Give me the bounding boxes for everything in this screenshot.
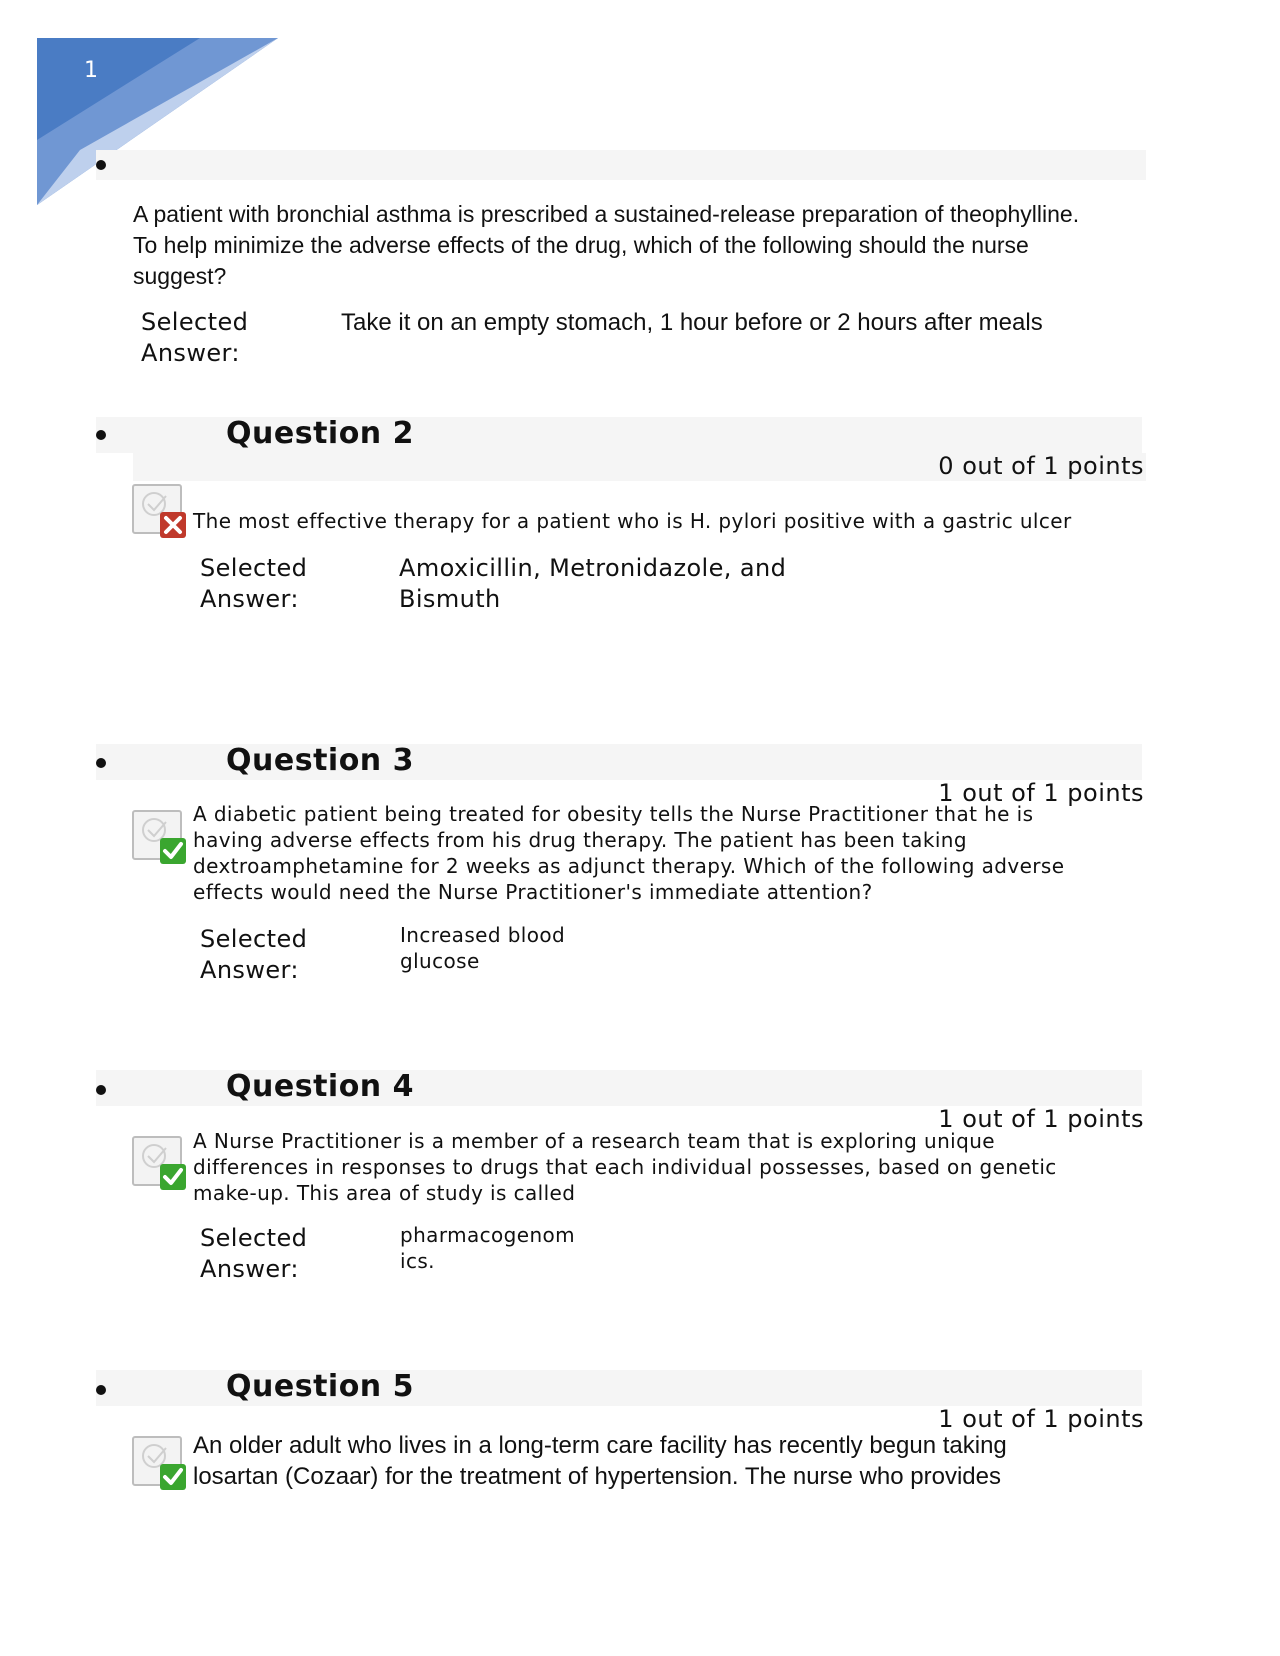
question-3-text: A diabetic patient being treated for obesity tells the Nurse Practitioner that he is having adverse effects from his drug therapy. The patient has been taking dextroamphetamine for 2 weeks as adjunct therapy. Which of the following adverse effects would need the Nurse Practitioner's immediate attention? [193, 802, 1065, 904]
incorrect-icon [132, 484, 188, 540]
correct-icon [132, 810, 188, 866]
list-bullet [96, 758, 106, 768]
question-3-selected-answer: Increased blood glucose [400, 923, 566, 973]
question-5-text: An older adult who lives in a long-term care facility has recently begun taking losartan (Cozaar) for the treatment of hypertension. The nurse who provides [193, 1432, 1007, 1490]
question-4-points: 1 out of 1 points [938, 1105, 1144, 1133]
question-1-selected-answer: Take it on an empty stomach, 1 hour before or 2 hours after meals [341, 309, 1043, 336]
list-bullet [96, 1085, 106, 1095]
list-bullet [96, 430, 106, 440]
question-5-points: 1 out of 1 points [938, 1405, 1144, 1433]
question-4-selected-answer: pharmacogenom ics. [400, 1223, 576, 1273]
question-2-points: 0 out of 1 points [938, 452, 1144, 480]
correct-icon [132, 1436, 188, 1492]
question-3-points: 1 out of 1 points [938, 779, 1144, 807]
question-2-selected-answer: Amoxicillin, Metronidazole, and Bismuth [399, 554, 787, 613]
list-bullet [96, 1385, 106, 1395]
correct-icon [132, 1136, 188, 1192]
question-3-title: Question 3 [226, 743, 414, 778]
question-4-title: Question 4 [226, 1069, 414, 1104]
question-1-text: A patient with bronchial asthma is prescribed a sustained-release preparation of theophylline. To help minimize the adverse effects of the drug, which of the following should the nurse suggest? [133, 201, 1080, 289]
selected-answer-label: Selected Answer: [200, 925, 308, 984]
question-1-header-band [96, 150, 1146, 180]
page-number: 1 [84, 58, 98, 83]
question-5-title: Question 5 [226, 1369, 414, 1404]
selected-answer-label: Selected Answer: [141, 308, 249, 367]
question-2-title: Question 2 [226, 416, 414, 451]
list-bullet [96, 160, 106, 170]
selected-answer-label: Selected Answer: [200, 554, 308, 613]
selected-answer-label: Selected Answer: [200, 1224, 308, 1283]
question-4-text: A Nurse Practitioner is a member of a research team that is exploring unique differences in responses to drugs that each individual possesses, based on genetic make-up. This area of study is called [193, 1129, 1057, 1205]
page-corner-decoration [0, 0, 300, 220]
question-2-text: The most effective therapy for a patient who is H. pylori positive with a gastric ulcer [193, 509, 1072, 533]
